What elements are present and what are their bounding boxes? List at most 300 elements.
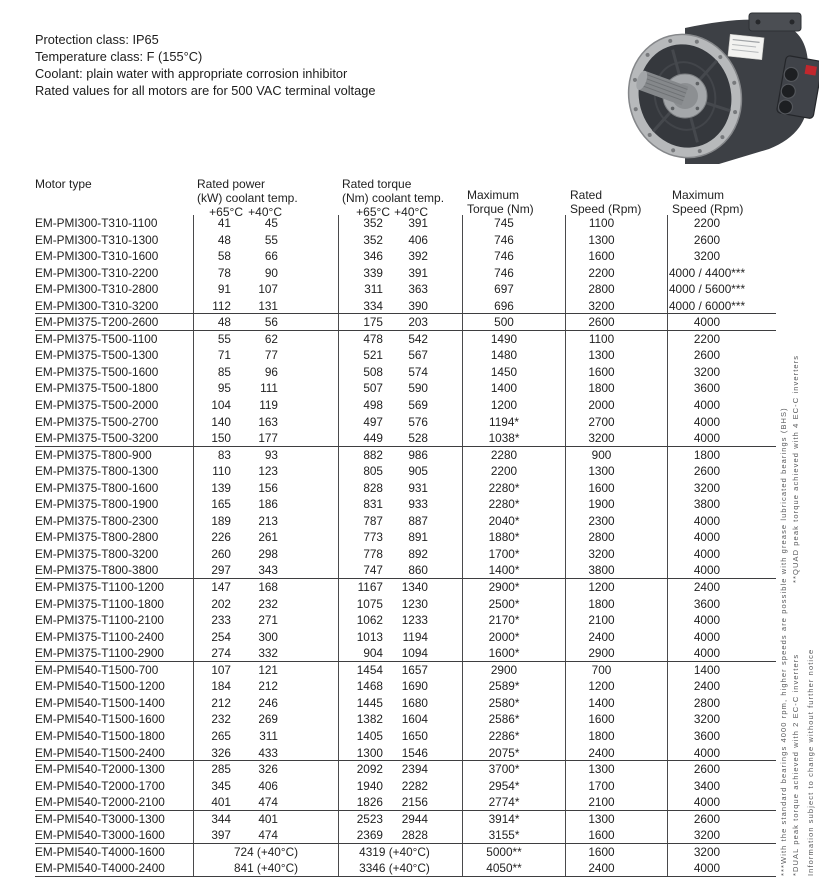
rated-speed-cell: 1200 [565,678,667,695]
torque-65c-cell: 2523 [338,811,386,828]
table-row [35,380,776,397]
motor-type-cell: EM-PMI540-T1500-2400 [35,745,165,760]
power-65c-cell: 226 [193,529,235,546]
power-40c-cell: 401 [258,811,278,826]
rated-speed-cell: 1600 [565,844,667,861]
max-speed-cell: 4000 [667,860,776,877]
power-65c-cell: 139 [193,480,235,497]
rated-speed-cell: 1700 [565,778,667,795]
max-speed-cell: 4000 [667,414,776,431]
group-separator-line [35,876,776,877]
max-speed-cell: 3800 [667,496,776,513]
spacer-cell [432,480,462,497]
torque-40c-cell: 542 [408,331,428,346]
torque-65c-cell: 828 [338,480,386,497]
power-40c-cell: 271 [258,613,278,628]
footnote-dual-peak-torque: *DUAL peak torque achieved with 2 EC-C inverters [791,653,800,876]
power-40c-cell: 246 [258,695,278,710]
spacer-cell [432,728,462,745]
rated-speed-cell: 1200 [565,579,667,596]
power-40c-cell: 326 [258,762,278,777]
table-row [35,298,776,315]
spacer-cell [432,447,462,464]
power-65c-cell: 147 [193,579,235,596]
torque-40c-cell: 2944 [401,811,428,826]
rated-speed-cell: 1600 [565,827,667,844]
spacer-cell [432,546,462,563]
table-row [35,844,776,861]
max-speed-cell: 3200 [667,844,776,861]
motor-type-cell: EM-PMI540-T4000-2400 [35,861,165,876]
bracket-bolt [790,20,795,25]
rated-speed-cell: 2900 [565,645,667,662]
spacer-cell [432,248,462,265]
power-40c-cell: 177 [258,431,278,446]
table-row [35,281,776,298]
motor-type-cell: EM-PMI375-T500-2000 [35,398,159,413]
max-torque-cell: 500 [462,314,565,331]
motor-type-cell: EM-PMI540-T2000-2100 [35,795,165,810]
torque-40c-cell: 1680 [401,695,428,710]
table-row [35,761,776,778]
torque-65c-cell: 521 [338,347,386,364]
max-speed-cell: 4000 [667,397,776,414]
spacer-cell [281,364,338,381]
torque-65c-cell: 1405 [338,728,386,745]
torque-40c-cell: 2394 [401,762,428,777]
motor-type-cell: EM-PMI300-T310-2200 [35,265,159,280]
spacer-cell [281,811,338,828]
max-torque-cell: 2040* [462,513,565,530]
table-row [35,728,776,745]
torque-40c-cell: 363 [408,282,428,297]
table-row [35,529,776,546]
table-row [35,579,776,596]
header-torque-65c: +65°C [356,205,390,219]
power-65c-cell: 140 [193,414,235,431]
power-65c-cell: 110 [193,463,235,480]
max-torque-cell: 3700* [462,761,565,778]
spacer-cell [432,430,462,447]
header-rated-speed: Rated [570,188,603,202]
max-torque-cell: 2580* [462,695,565,712]
max-torque-cell: 1480 [462,347,565,364]
power-40c-cell: 433 [258,745,278,760]
torque-65c-cell: 747 [338,562,386,579]
torque-65c-cell: 1940 [338,778,386,795]
max-speed-cell: 2200 [667,331,776,348]
motor-type-cell: EM-PMI375-T500-2700 [35,414,159,429]
power-40c-cell: 66 [264,249,278,264]
table-row [35,794,776,811]
group-separator-line [35,760,776,761]
table-row [35,414,776,431]
torque-40c-cell: 569 [408,398,428,413]
spacer-cell [281,678,338,695]
rated-speed-cell: 1600 [565,711,667,728]
torque-40c-cell: 2156 [401,795,428,810]
torque-40c-cell: 574 [408,364,428,379]
power-65c-cell: 104 [193,397,235,414]
power-40c-cell: 406 [258,778,278,793]
power-40c-cell: 332 [258,646,278,661]
spacer-cell [281,695,338,712]
rated-power-cell: 841 (+40°C) [193,860,338,877]
table-row [35,860,776,877]
spacer-cell [281,761,338,778]
power-65c-cell: 55 [193,331,235,348]
motor-type-cell: EM-PMI540-T1500-1200 [35,679,165,694]
max-torque-cell: 1038* [462,430,565,447]
power-40c-cell: 62 [264,331,278,346]
power-40c-cell: 93 [264,447,278,462]
rated-speed-cell: 1300 [565,347,667,364]
table-row [35,364,776,381]
rated-speed-cell: 1300 [565,463,667,480]
rated-speed-cell: 700 [565,662,667,679]
power-40c-cell: 212 [258,679,278,694]
torque-40c-cell: 986 [408,447,428,462]
motor-type-cell: EM-PMI300-T310-2800 [35,282,159,297]
max-speed-cell: 3200 [667,480,776,497]
motor-type-cell: EM-PMI375-T800-2800 [35,530,159,545]
spacer-cell [432,513,462,530]
torque-65c-cell: 2369 [338,827,386,844]
power-65c-cell: 326 [193,745,235,762]
rated-speed-cell: 1300 [565,761,667,778]
power-65c-cell: 165 [193,496,235,513]
torque-65c-cell: 346 [338,248,386,265]
max-speed-cell: 2800 [667,695,776,712]
max-speed-cell: 4000 [667,546,776,563]
spacer-cell [432,347,462,364]
spec-line-temperature: Temperature class: F (155°C) [35,49,203,64]
rated-speed-cell: 2400 [565,629,667,646]
spacer-cell [432,612,462,629]
spacer-cell [432,778,462,795]
header-max-speed-unit: Speed (Rpm) [672,202,744,216]
table-row [35,745,776,762]
group-separator-line [35,313,776,314]
max-torque-cell: 1880* [462,529,565,546]
power-65c-cell: 107 [193,662,235,679]
rated-speed-cell: 2800 [565,281,667,298]
spacer-cell [432,232,462,249]
power-65c-cell: 71 [193,347,235,364]
power-65c-cell: 95 [193,380,235,397]
torque-65c-cell: 1167 [338,579,386,596]
power-40c-cell: 56 [264,315,278,330]
torque-40c-cell: 1194 [402,629,428,644]
motor-product-photo [601,6,819,170]
spacer-cell [432,678,462,695]
table-row [35,645,776,662]
power-40c-cell: 232 [258,596,278,611]
max-torque-cell: 2500* [462,596,565,613]
max-speed-cell: 4000 [667,529,776,546]
max-speed-cell: 2600 [667,463,776,480]
spacer-cell [432,281,462,298]
table-row [35,232,776,249]
power-65c-cell: 202 [193,596,235,613]
power-40c-cell: 474 [258,828,278,843]
spec-summary [35,31,375,99]
spacer-cell [281,496,338,513]
group-separator-line [35,446,776,447]
table-header [35,176,776,219]
rated-speed-cell: 1800 [565,728,667,745]
torque-65c-cell: 352 [338,215,386,232]
motor-type-cell: EM-PMI375-T800-3200 [35,546,159,561]
max-speed-cell: 3200 [667,711,776,728]
table-row [35,562,776,579]
spacer-cell [432,562,462,579]
table-row [35,331,776,348]
power-40c-cell: 269 [258,712,278,727]
spacer-cell [432,811,462,828]
power-40c-cell: 111 [260,381,278,396]
table-row [35,827,776,844]
table-row [35,678,776,695]
max-speed-cell: 4000 / 5600*** [667,281,776,298]
rated-speed-cell: 2400 [565,860,667,877]
spacer-cell [281,215,338,232]
spacer-cell [281,248,338,265]
group-separator-line [35,843,776,844]
motor-type-cell: EM-PMI540-T1500-700 [35,662,159,677]
power-40c-cell: 186 [258,497,278,512]
spacer-cell [281,546,338,563]
spacer-cell [432,496,462,513]
torque-40c-cell: 2828 [401,828,428,843]
max-speed-cell: 4000 [667,629,776,646]
rated-speed-cell: 1300 [565,232,667,249]
power-65c-cell: 344 [193,811,235,828]
torque-65c-cell: 1454 [338,662,386,679]
motor-type-cell: EM-PMI300-T310-3200 [35,298,159,313]
spacer-cell [432,414,462,431]
max-torque-cell: 2900* [462,579,565,596]
power-65c-cell: 265 [193,728,235,745]
rated-speed-cell: 3200 [565,546,667,563]
table-row [35,662,776,679]
table-row [35,314,776,331]
torque-65c-cell: 1382 [338,711,386,728]
spacer-cell [281,579,338,596]
rated-speed-cell: 1600 [565,248,667,265]
torque-65c-cell: 882 [338,447,386,464]
motor-type-cell: EM-PMI375-T500-3200 [35,431,159,446]
motor-type-cell: EM-PMI375-T800-2300 [35,513,159,528]
max-speed-cell: 4000 [667,314,776,331]
rated-speed-cell: 2200 [565,265,667,282]
motor-type-cell: EM-PMI540-T2000-1300 [35,762,165,777]
spacer-cell [432,463,462,480]
power-65c-cell: 112 [193,298,235,315]
max-speed-cell: 3200 [667,364,776,381]
spacer-cell [281,430,338,447]
spacer-cell [432,629,462,646]
table-row [35,612,776,629]
max-torque-cell: 1700* [462,546,565,563]
motor-type-cell: EM-PMI375-T800-900 [35,447,152,462]
motor-type-cell: EM-PMI375-T500-1600 [35,364,159,379]
max-speed-cell: 3600 [667,380,776,397]
group-separator-line [35,810,776,811]
spacer-cell [281,480,338,497]
power-40c-cell: 261 [258,530,278,545]
power-40c-cell: 300 [258,629,278,644]
motor-type-cell: EM-PMI540-T3000-1600 [35,828,165,843]
rated-speed-cell: 2600 [565,314,667,331]
torque-65c-cell: 773 [338,529,386,546]
power-65c-cell: 48 [193,314,235,331]
max-torque-cell: 5000** [462,844,565,861]
torque-65c-cell: 778 [338,546,386,563]
torque-40c-cell: 887 [408,513,428,528]
header-max-torque-unit: Torque (Nm) [467,202,534,216]
max-speed-cell: 3600 [667,728,776,745]
torque-40c-cell: 1657 [401,662,428,677]
max-speed-cell: 3600 [667,596,776,613]
torque-40c-cell: 1230 [401,596,428,611]
header-torque-40c: +40°C [394,205,428,219]
torque-65c-cell: 1445 [338,695,386,712]
power-40c-cell: 107 [258,282,278,297]
max-torque-cell: 3155* [462,827,565,844]
torque-40c-cell: 392 [408,249,428,264]
table-row [35,513,776,530]
torque-40c-cell: 390 [408,298,428,313]
spacer-cell [432,596,462,613]
max-speed-cell: 2600 [667,761,776,778]
max-torque-cell: 2586* [462,711,565,728]
torque-40c-cell: 567 [408,348,428,363]
header-rated-power: Rated power [197,177,266,191]
spacer-cell [432,215,462,232]
torque-40c-cell: 891 [408,530,428,545]
table-row [35,546,776,563]
spacer-cell [432,265,462,282]
torque-65c-cell: 334 [338,298,386,315]
motor-type-cell: EM-PMI375-T800-1300 [35,464,159,479]
max-speed-cell: 3200 [667,248,776,265]
max-torque-cell: 2286* [462,728,565,745]
torque-40c-cell: 391 [408,216,428,230]
spacer-cell [281,397,338,414]
torque-40c-cell: 203 [408,315,428,330]
spacer-cell [281,612,338,629]
rated-speed-cell: 3200 [565,298,667,315]
rated-torque-cell: 3346 (+40°C) [338,860,462,877]
power-40c-cell: 311 [259,728,278,743]
spacer-cell [281,662,338,679]
spacer-cell [281,778,338,795]
torque-65c-cell: 904 [338,645,386,662]
red-brand-label [805,65,817,76]
power-40c-cell: 96 [264,364,278,379]
motor-type-cell: EM-PMI300-T310-1100 [35,216,158,230]
torque-65c-cell: 1062 [338,612,386,629]
spacer-cell [432,529,462,546]
power-40c-cell: 213 [258,513,278,528]
spacer-cell [281,265,338,282]
power-65c-cell: 91 [193,281,235,298]
rated-speed-cell: 2100 [565,794,667,811]
max-torque-cell: 2589* [462,678,565,695]
max-torque-cell: 1450 [462,364,565,381]
table-row [35,248,776,265]
spacer-cell [281,827,338,844]
torque-65c-cell: 478 [338,331,386,348]
max-speed-cell: 2600 [667,232,776,249]
power-65c-cell: 212 [193,695,235,712]
power-65c-cell: 78 [193,265,235,282]
torque-65c-cell: 831 [338,496,386,513]
power-40c-cell: 77 [264,348,278,363]
spec-table [35,176,776,877]
max-speed-cell: 1800 [667,447,776,464]
rated-speed-cell: 2400 [565,745,667,762]
rated-speed-cell: 2100 [565,612,667,629]
motor-type-cell: EM-PMI375-T1100-1800 [35,596,164,611]
motor-type-cell: EM-PMI375-T800-1900 [35,497,159,512]
spec-line-rated-values: Rated values for all motors are for 500 VAC terminal voltage [35,83,376,98]
power-65c-cell: 254 [193,629,235,646]
motor-type-cell: EM-PMI375-T1100-2900 [35,646,164,661]
motor-type-cell: EM-PMI375-T1100-2100 [35,613,164,628]
torque-65c-cell: 1075 [338,596,386,613]
max-speed-cell: 4000 / 6000*** [667,298,776,315]
spacer-cell [432,397,462,414]
spacer-cell [281,529,338,546]
rated-speed-cell: 2800 [565,529,667,546]
max-speed-cell: 3200 [667,827,776,844]
max-torque-cell: 3914* [462,811,565,828]
motor-type-cell: EM-PMI540-T1500-1400 [35,695,165,710]
torque-40c-cell: 905 [408,464,428,479]
spacer-cell [281,629,338,646]
header-motor-type: Motor type [35,177,92,191]
max-torque-cell: 2280* [462,480,565,497]
torque-40c-cell: 892 [408,546,428,561]
header-power-65c: +65°C [209,205,243,219]
table-row [35,480,776,497]
torque-40c-cell: 860 [408,563,428,578]
torque-40c-cell: 1340 [401,580,428,595]
spacer-cell [281,331,338,348]
spacer-cell [281,596,338,613]
max-torque-cell: 2900 [462,662,565,679]
table-row [35,695,776,712]
power-40c-cell: 90 [264,265,278,280]
motor-type-cell: EM-PMI540-T2000-1700 [35,778,165,793]
max-torque-cell: 2280 [462,447,565,464]
table-row [35,711,776,728]
spacer-cell [281,745,338,762]
header-rated-torque: Rated torque [342,177,412,191]
motor-type-cell: EM-PMI375-T500-1800 [35,381,159,396]
header-rated-power-unit: (kW) coolant temp. [197,191,298,205]
spacer-cell [281,447,338,464]
max-speed-cell: 4000 [667,562,776,579]
power-65c-cell: 85 [193,364,235,381]
motor-type-cell: EM-PMI300-T310-1300 [35,232,159,247]
rated-speed-cell: 1100 [565,331,667,348]
spacer-cell [432,662,462,679]
power-40c-cell: 123 [258,464,278,479]
table-row [35,347,776,364]
